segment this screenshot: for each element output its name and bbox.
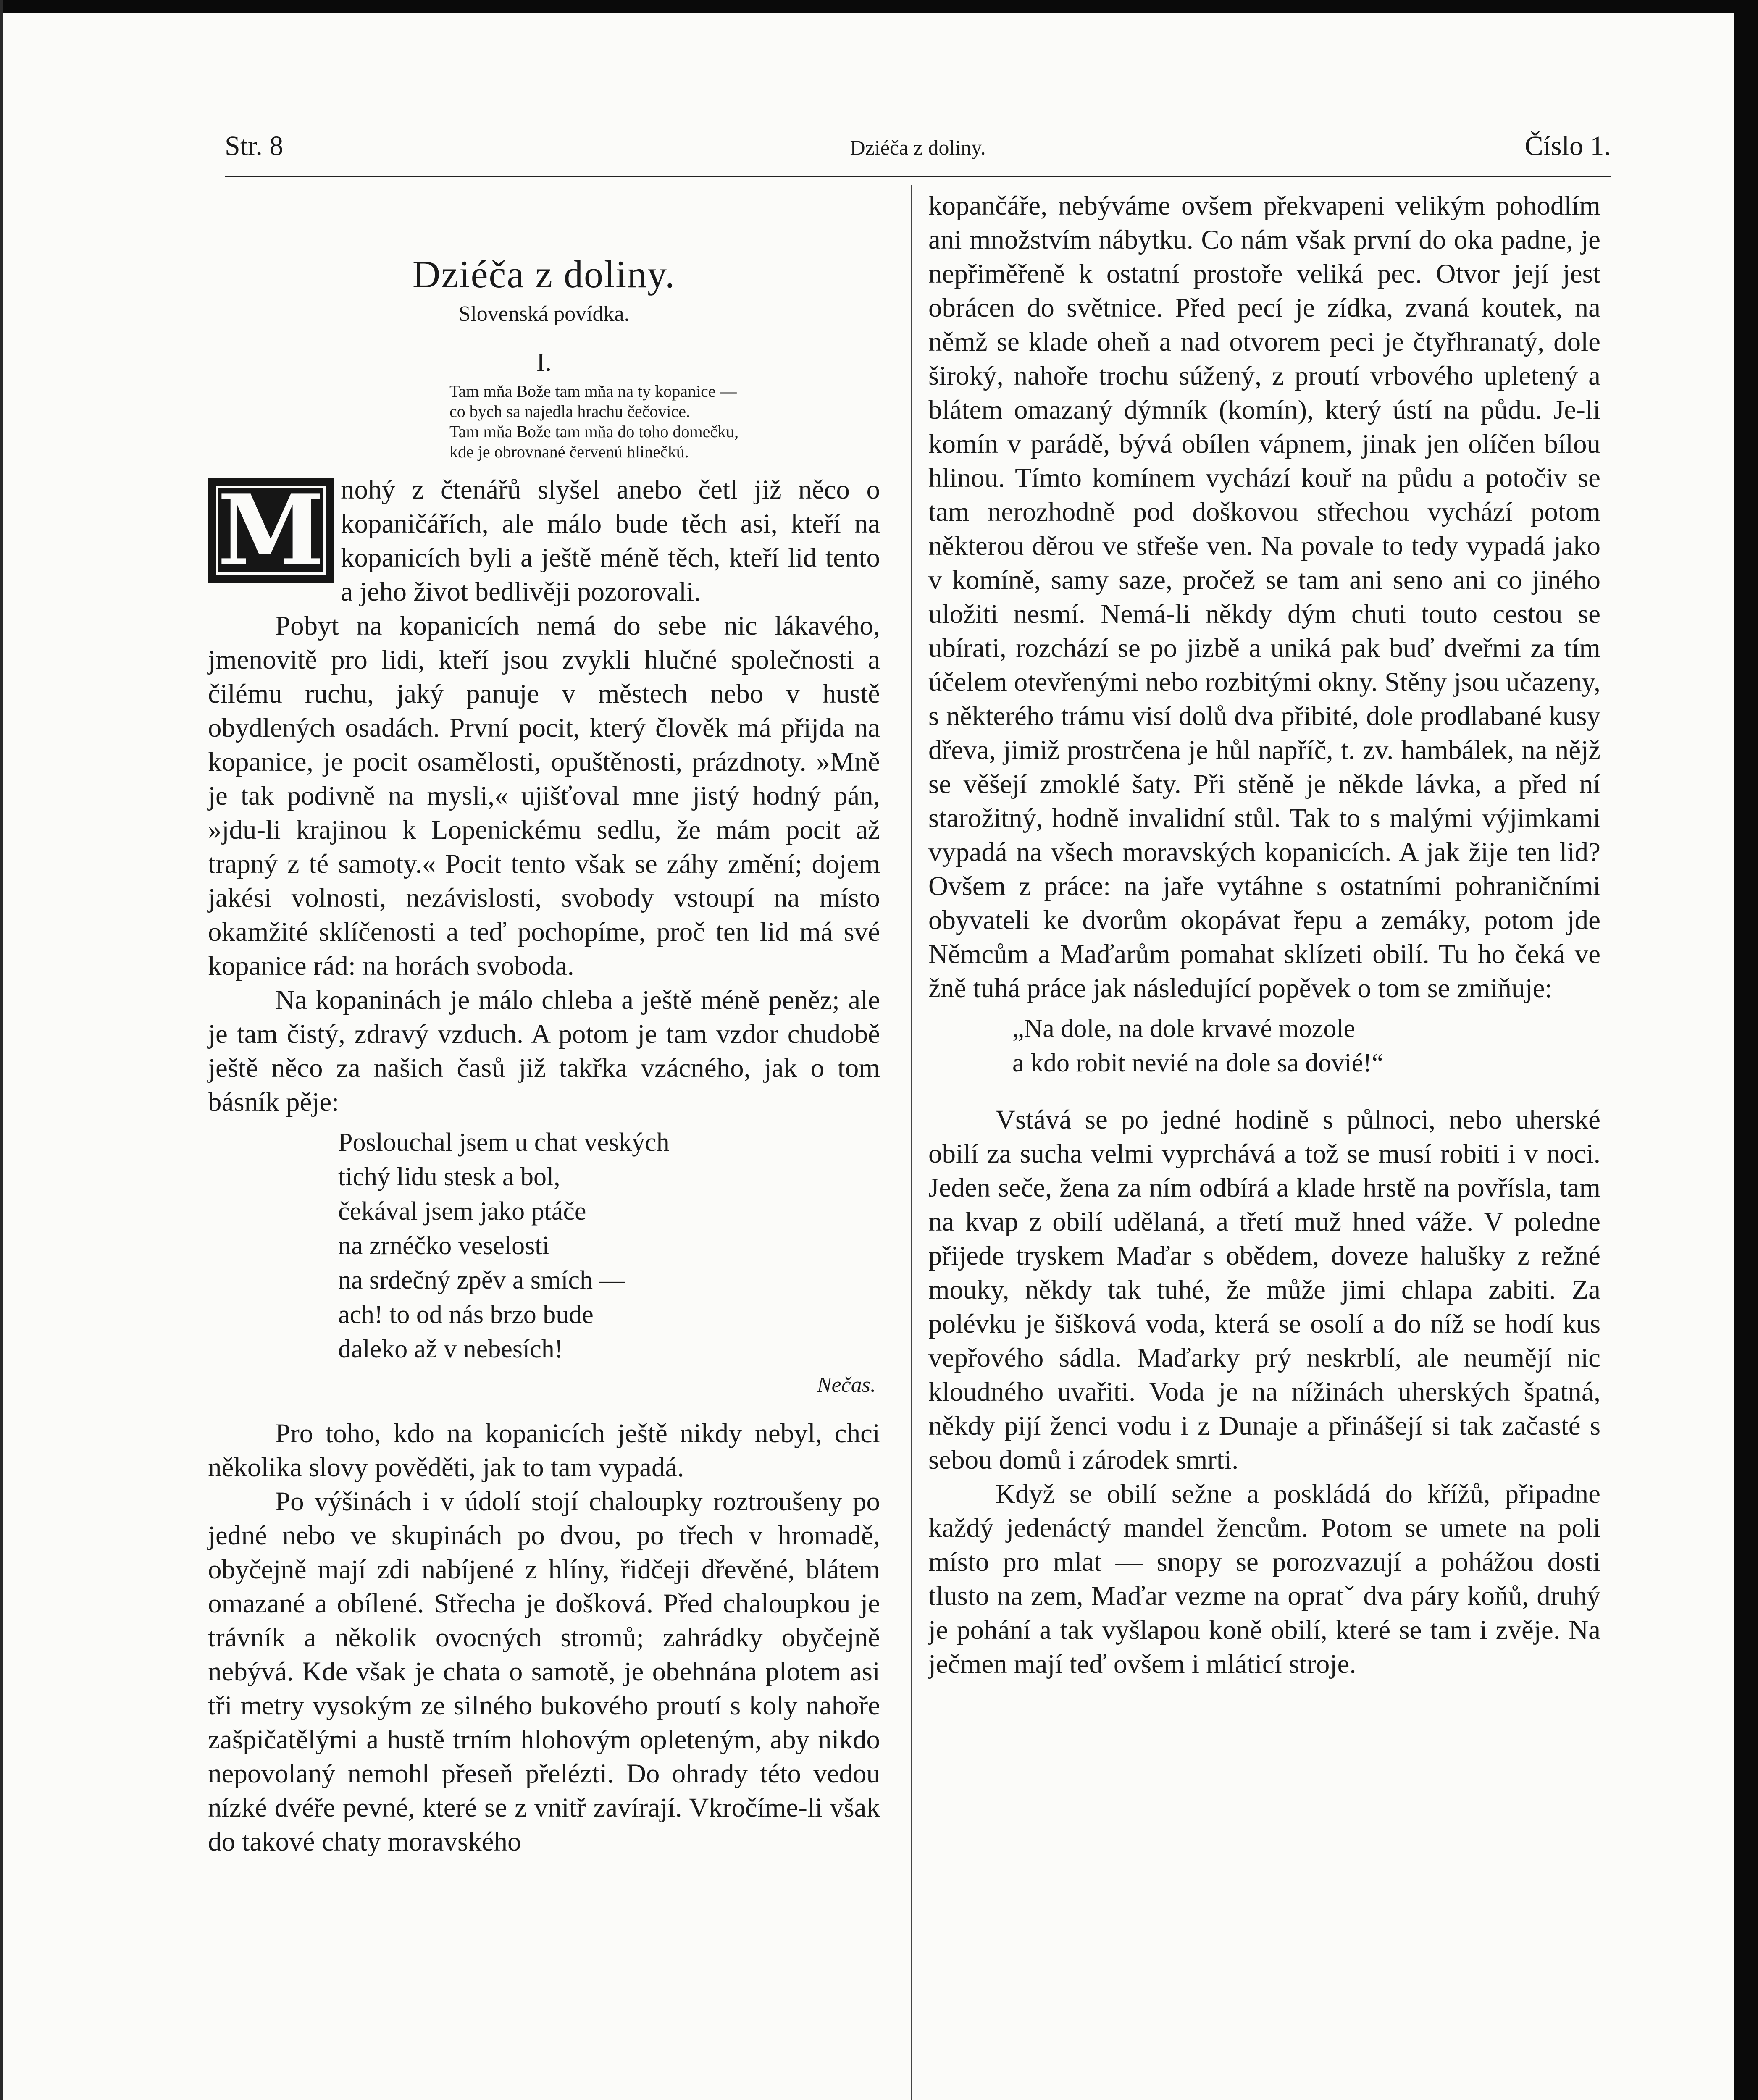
motto-line: kde je obrovnané červenú hlinečkú.	[449, 442, 689, 461]
article-title: Dziéča z doliny.	[412, 253, 676, 296]
left-column	[208, 189, 880, 1859]
paragraph: kopančáře, nebýváme ovšem překvapeni velikým pohodlím ani množstvím nábytku. Co nám však první do oka padne, je nepřiměřeně k ostatní prostoře veliká pec. Otvor její jest obrácen do světnice. Před pecí je zídka, zvaná koutek, na němž se klade oheň a nad otvorem peci je čtyřhranatý, dole široký, nahoře trochu súžený, z proutí vrbového upletený a blátem omazaný dýmník (komín), který ústí na půdu. Je-li komín v parádě, bývá obílen vápnem, jinak jen olíčen bílou hlinou. Tímto komínem vychází kouř na půdu a potočiv se tam nerozhodně pod doškovou střechou vychází potom některou děrou ve střeše ven. Na povale to tedy vypadá jako v komíně, samy saze, pročež se tam ani seno ani co jiného uložiti nesmí. Nemá-li někdy dým chuti touto cestou se ubírati, rozchází se po jizbě a uniká pak buď dveřmi za tím účelem otevřenými nebo rozbitými okny. Stěny jsou učazeny, s některého trámu visí dolů dva přibité, dole prodlabané kusy dřeva, jimiž prostrčena je hůl napříč, t. zv. hambálek, na nějž se věšejí zmoklé šaty. Při stěně je někde lávka, a před ní starožitný, hodně invalidní stůl. Tak to s malými výjimkami vypadá na všech moravských kopanicích. A jak žije ten lid? Ovšem z práce: na jaře vytáhne s ostatními pohraničními obyvateli ke dvorům okopávat řepu a zemáky, potom jde Němcům a Maďarům pomahat sklízeti obilí. Tu ho čeká ve žně tuhá práce jak následující popěvek o tom se zmiňuje:	[928, 191, 1600, 1003]
motto-line: co bych sa najedla hrachu čečovice.	[449, 402, 691, 421]
song	[1012, 1011, 1600, 1080]
chapter-number: I.	[536, 348, 552, 377]
song-line: „Na dole, na dole krvavé mozole	[1012, 1014, 1355, 1043]
poem-author: Nečas.	[817, 1373, 876, 1397]
paragraph: Když se obilí sežne a poskládá do křížů, připadne každý jedenáctý mandel žencům. Potom se umete na poli místo pro mlat — snopy se porozvazují a pohážou dosti tlusto na zem, Maďar vezme na opratˇ dva páry koňů, druhý je pohání a tak vyšlapou koně obilí, které se tam i zvěje. Na ječmen mají teď ovšem i mláticí stroje.	[928, 1479, 1600, 1679]
paragraph: Pro toho, kdo na kopanicích ještě nikdy nebyl, chci několika slovy pověděti, jak to tam vypadá.	[208, 1418, 880, 1483]
motto	[449, 381, 880, 462]
poem-line: daleko až v nebesích!	[338, 1335, 563, 1363]
paragraph: Na kopaninách je málo chleba a ještě méně peněz; ale je tam čistý, zdravý vzduch. A potom je tam vzdor chudobě ještě něco za našich časů již takřka vzácného, jak o tom básník pěje:	[208, 985, 880, 1117]
paragraph	[208, 473, 880, 609]
poem-line: na srdečný zpěv a smích —	[338, 1266, 625, 1294]
dropcap-initial: M	[208, 478, 334, 583]
poem-line: čekával jsem jako ptáče	[338, 1197, 586, 1226]
motto-line: Tam mňa Bože tam mňa na ty kopanice —	[449, 382, 737, 401]
paragraph: Pobyt na kopanicích nemá do sebe nic lákavého, jmenovitě pro lidi, kteří jsou zvykli hlučné společnosti a čilému ruchu, jaký panuje v městech nebo v hustě obydlených osadách. První pocit, který člověk má přijda na kopanice, je pocit osamělosti, opuštěnosti, prázdnoty. »Mně je tak podivně na mysli,« ujišťoval mne jistý hodný pán, »jdu-li krajinou k Lopenickému sedlu, že mám pocit až trapný z té samoty.« Pocit tento však se záhy změní; dojem jakési volnosti, nezávislosti, svobody vstoupí na místo okamžité sklíčenosti a teď pochopíme, proč ten lid má své kopanice rád: na horách svoboda.	[208, 611, 880, 981]
page-number: Str. 8	[225, 131, 284, 161]
page-header	[225, 130, 1611, 176]
poem-line: na zrnéčko veselosti	[338, 1231, 549, 1260]
paragraph-text: nohý z čtenářů slyšel anebo četl již něco o kopaničářích, ale málo bude těch asi, kteří na kopanicích byli a ještě méně těch, kteří lid tento a jeho život bedlivěji pozorovali.	[341, 475, 880, 607]
column-divider	[911, 185, 912, 2100]
poem-line: tichý lidu stesk a bol,	[338, 1163, 560, 1191]
scan-border-left	[0, 0, 3, 2100]
running-title: Dziéča z doliny.	[850, 136, 986, 159]
right-column	[928, 189, 1600, 1681]
issue-number: Číslo 1.	[1524, 131, 1611, 161]
paragraph: Po výšinách i v údolí stojí chaloupky roztroušeny po jedné nebo ve skupinách po dvou, po třech v hromadě, obyčejně mají zdi nabíjené z hlíny, řidčeji dřevěné, blátem omazané a obílené. Střecha je došková. Před chaloupkou je trávník a několik ovocných stromů; zahrádky obyčejně nebývá. Kde však je chata o samotě, je obehnána plotem asi tři metry vysokým ze silného bukového proutí s koly nahoře zašpičatělými a hustě trním hlohovým opleteným, aby nikdo nepovolaný nemohl přeseň přelézti. Do ohrady této vedou nízké dvéře pevné, které se z vnitř zavírají. Vkročíme-li však do takové chaty moravského	[208, 1486, 880, 1857]
header-rule	[225, 176, 1611, 177]
poem-line: Poslouchal jsem u chat veských	[338, 1128, 670, 1157]
scan-border-right	[1734, 0, 1758, 2100]
poem-line: ach! to od nás brzo bude	[338, 1300, 594, 1329]
poem	[338, 1125, 880, 1366]
scan-border-top	[0, 0, 1758, 13]
song-line: a kdo robit nevié na dole sa dovié!“	[1012, 1049, 1384, 1077]
paragraph: Vstává se po jedné hodině s půlnoci, nebo uherské obilí za sucha velmi vyprchává a tož se musí robiti i v noci. Jeden seče, žena za ním odbírá a klade hrstě na povřísla, tam na kvap z obilí udělaná, a třetí muž hned váže. V poledne přijede tryskem Maďar s obědem, doveze halušky z režné mouky, někdy tak tuhé, že může jimi chlapa zabiti. Za polévku je šišková voda, která se osolí a do níž se hodí kus vepřového sádla. Maďarky prý neskrblí, ale neumějí nic kloudného uvařiti. Voda je na nížinách uherských špatná, někdy pijí ženci vodu i z Dunaje a přinášejí si tak začasté s sebou domů i zárodek smrti.	[928, 1105, 1600, 1475]
motto-line: Tam mňa Bože tam mňa do toho domečku,	[449, 422, 739, 441]
article-subtitle: Slovenská povídka.	[458, 302, 630, 326]
